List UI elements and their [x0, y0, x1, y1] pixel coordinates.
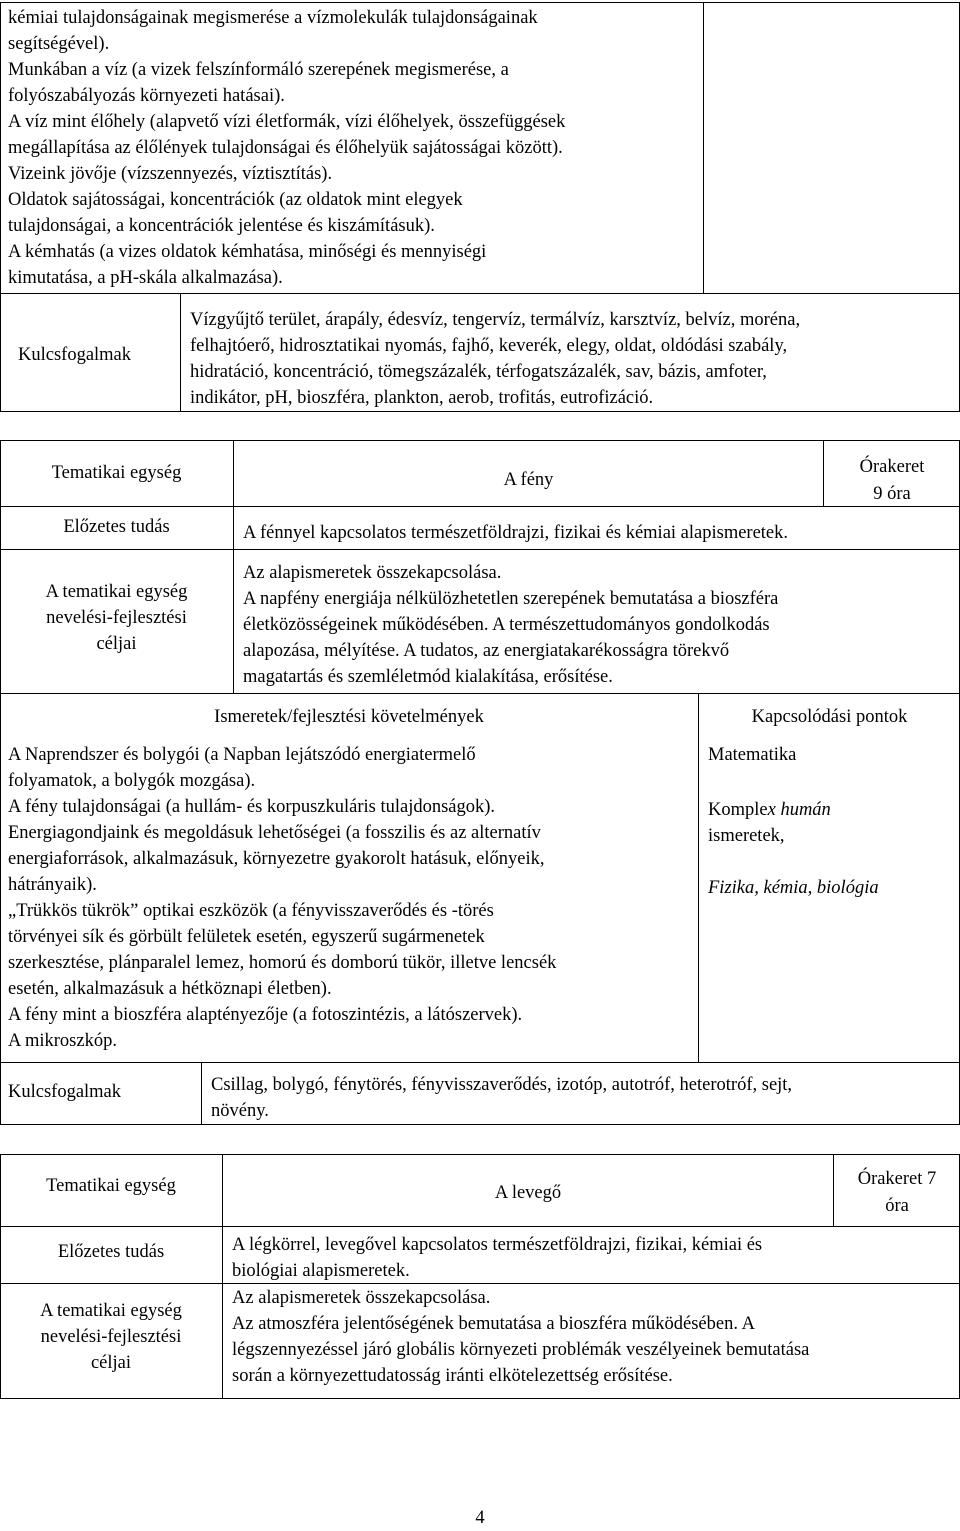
table3-orakeret-value: óra	[885, 1196, 909, 1216]
table2-kapcs-divider	[698, 693, 699, 1062]
komplex-italic: x humán	[767, 800, 831, 820]
table1-line: tulajdonságai, a koncentrációk jelentése és kiszámításuk).	[8, 216, 435, 236]
table3-title: A levegő	[494, 1183, 562, 1203]
elozetes-line: biológiai alapismeretek.	[232, 1261, 410, 1281]
kulcs-line: Csillag, bolygó, fénytörés, fényvisszaverődés, izotóp, autotróf, heterotróf, sejt,	[211, 1075, 793, 1095]
table1-line: megállapítása az élőlények tulajdonságai és élőhelyük sajátosságai között).	[8, 138, 563, 158]
table1-kulcs-label: Kulcsfogalmak	[18, 345, 132, 365]
celjai-label-line: A tematikai egység	[45, 582, 188, 602]
celjai-label-line: A tematikai egység	[40, 1301, 182, 1321]
celjai-label-line: nevelési-fejlesztési	[46, 608, 187, 628]
table3-tematikai-label: Tematikai egység	[46, 1176, 176, 1196]
table2-tematikai-label: Tematikai egység	[51, 463, 182, 483]
table2-row-divider	[0, 549, 960, 550]
ismeretek-line: szerkesztése, plánparalel lemez, homorú és domború tükör, illetve lencsék	[8, 953, 557, 973]
table3-row-divider	[0, 1226, 960, 1227]
table1-line: segítségével).	[8, 34, 110, 54]
celjai-line: magatartás és szemléletmód kialakítása, erősítése.	[243, 667, 613, 687]
table2-title: A fény	[503, 470, 554, 490]
celjai-line: során a környezettudatosság iránti elkötelezettség erősítése.	[232, 1366, 673, 1386]
table2-kapcs-komplex	[708, 797, 831, 823]
table1-line: Munkában a víz (a vizek felszínformáló szerepének megismerése, a	[8, 60, 509, 80]
ismeretek-line: A mikroszkóp.	[8, 1031, 117, 1051]
celjai-label-line: nevelési-fejlesztési	[40, 1327, 182, 1347]
table3-elozetes-content	[232, 1232, 952, 1284]
table2-ismeretek-header: Ismeretek/fejlesztési követelmények	[214, 707, 484, 727]
ismeretek-line: A fény tulajdonságai (a hullám- és korpuszkuláris tulajdonságok).	[8, 797, 496, 817]
table3-celjai-label	[0, 1298, 222, 1376]
ismeretek-line: folyamatok, a bolygók mozgása).	[8, 771, 256, 791]
kulcs-line: növény.	[211, 1101, 269, 1121]
celjai-line: életközösségeinek működésében. A természettudományos gondolkodás	[243, 615, 770, 635]
table2-kapcs-matematika: Matematika	[708, 745, 797, 765]
table3-orakeret-label: Órakeret 7	[857, 1169, 937, 1189]
celjai-line: A napfény energiája nélkülözhetetlen szerepének bemutatása a bioszféra	[243, 589, 779, 609]
page-number: 4	[475, 1508, 485, 1528]
celjai-line: Az alapismeretek összekapcsolása.	[232, 1288, 491, 1308]
table2-row-divider	[0, 1062, 960, 1063]
table1-line: Oldatok sajátosságai, koncentrációk (az oldatok mint elegyek	[8, 190, 463, 210]
table1-content	[8, 5, 698, 291]
table2-elozetes-text: A fénnyel kapcsolatos természetföldrajzi, fizikai és kémiai alapismeretek.	[243, 523, 789, 543]
kulcs-line: hidratáció, koncentráció, tömegszázalék, térfogatszázalék, sav, bázis, amfoter,	[190, 362, 767, 382]
komplex-prefix: Komple	[708, 800, 768, 820]
ismeretek-line: A Naprendszer és bolygói (a Napban lejátszódó energiatermelő	[8, 745, 476, 765]
table2-kulcs-divider	[201, 1062, 202, 1125]
ismeretek-line: Energiagondjaink és megoldásuk lehetőségei (a fosszilis és az alternatív	[8, 823, 541, 843]
table1-line: Vizeink jövője (vízszennyezés, víztisztítás).	[8, 164, 333, 184]
kulcs-line: Vízgyűjtő terület, árapály, édesvíz, tengervíz, termálvíz, karsztvíz, belvíz, moréna,	[190, 310, 801, 330]
celjai-line: alapozása, mélyítése. A tudatos, az energiatakarékosságra törekvő	[243, 641, 730, 661]
table2-kulcs-content	[211, 1072, 956, 1124]
celjai-line: légszennyezéssel járó globális környezeti problémák veszélyeinek bemutatása	[232, 1340, 810, 1360]
table2-row-divider	[0, 506, 960, 507]
table2-orakeret-value: 9 óra	[873, 484, 911, 504]
table2-row-divider	[0, 693, 960, 694]
celjai-line: Az atmoszféra jelentőségének bemutatása a bioszféra működésében. A	[232, 1314, 755, 1334]
ismeretek-line: esetén, alkalmazásuk a hétköznapi életben).	[8, 979, 332, 999]
table2-kapcsolodasi-header: Kapcsolódási pontok	[751, 707, 908, 727]
table1-line: folyószabályozás környezeti hatásai).	[8, 86, 285, 106]
table2-kapcs-fizika: Fizika, kémia, biológia	[708, 878, 879, 898]
table1-column-divider	[703, 2, 704, 294]
table1-kulcs-content	[190, 307, 955, 411]
celjai-label-line: céljai	[90, 1353, 132, 1373]
ismeretek-line: törvényei sík és görbült felületek esetén, egyszerű sugármenetek	[8, 927, 485, 947]
kulcs-line: felhajtóerő, hidrosztatikai nyomás, fajhő, keverék, elegy, oldat, oldódási szabály,	[190, 336, 788, 356]
elozetes-line: A légkörrel, levegővel kapcsolatos természetföldrajzi, fizikai, kémiai és	[232, 1235, 763, 1255]
table1-line: kémiai tulajdonságainak megismerése a vízmolekulák tulajdonságainak	[8, 8, 538, 28]
table3-elozetes-label: Előzetes tudás	[57, 1242, 165, 1262]
table3-celjai-content	[232, 1285, 957, 1389]
ismeretek-line: „Trükkös tükrök” optikai eszközök (a fényvisszaverődés és -törés	[8, 901, 494, 921]
ismeretek-line: A fény mint a bioszféra alaptényezője (a fotoszintézis, a látószervek).	[8, 1005, 523, 1025]
table2-ismeretek-content	[8, 742, 693, 1054]
table2-kapcs-ismeretek: ismeretek,	[708, 826, 785, 846]
ismeretek-line: energiaforrások, alkalmazásuk, környezetre gyakorolt hatásuk, előnyeik,	[8, 849, 545, 869]
ismeretek-line: hátrányaik).	[8, 875, 97, 895]
table1-line: kimutatása, a pH-skála alkalmazása).	[8, 268, 283, 288]
celjai-line: Az alapismeretek összekapcsolása.	[243, 563, 502, 583]
kulcs-line: indikátor, pH, bioszféra, plankton, aerob, trofitás, eutrofizáció.	[190, 388, 654, 408]
table1-kulcs-divider	[180, 293, 181, 412]
table1-line: A kémhatás (a vizes oldatok kémhatása, minőségi és mennyiségi	[8, 242, 487, 262]
table2-orakeret-label: Órakeret	[859, 457, 925, 477]
table2-elozetes-label: Előzetes tudás	[63, 517, 170, 537]
table2-celjai-content	[243, 560, 953, 690]
table2-kulcs-label: Kulcsfogalmak	[8, 1082, 122, 1102]
table1-line: A víz mint élőhely (alapvető vízi életformák, vízi élőhelyek, összefüggések	[8, 112, 566, 132]
celjai-label-line: céljai	[96, 634, 137, 654]
table2-celjai-label	[0, 579, 233, 657]
